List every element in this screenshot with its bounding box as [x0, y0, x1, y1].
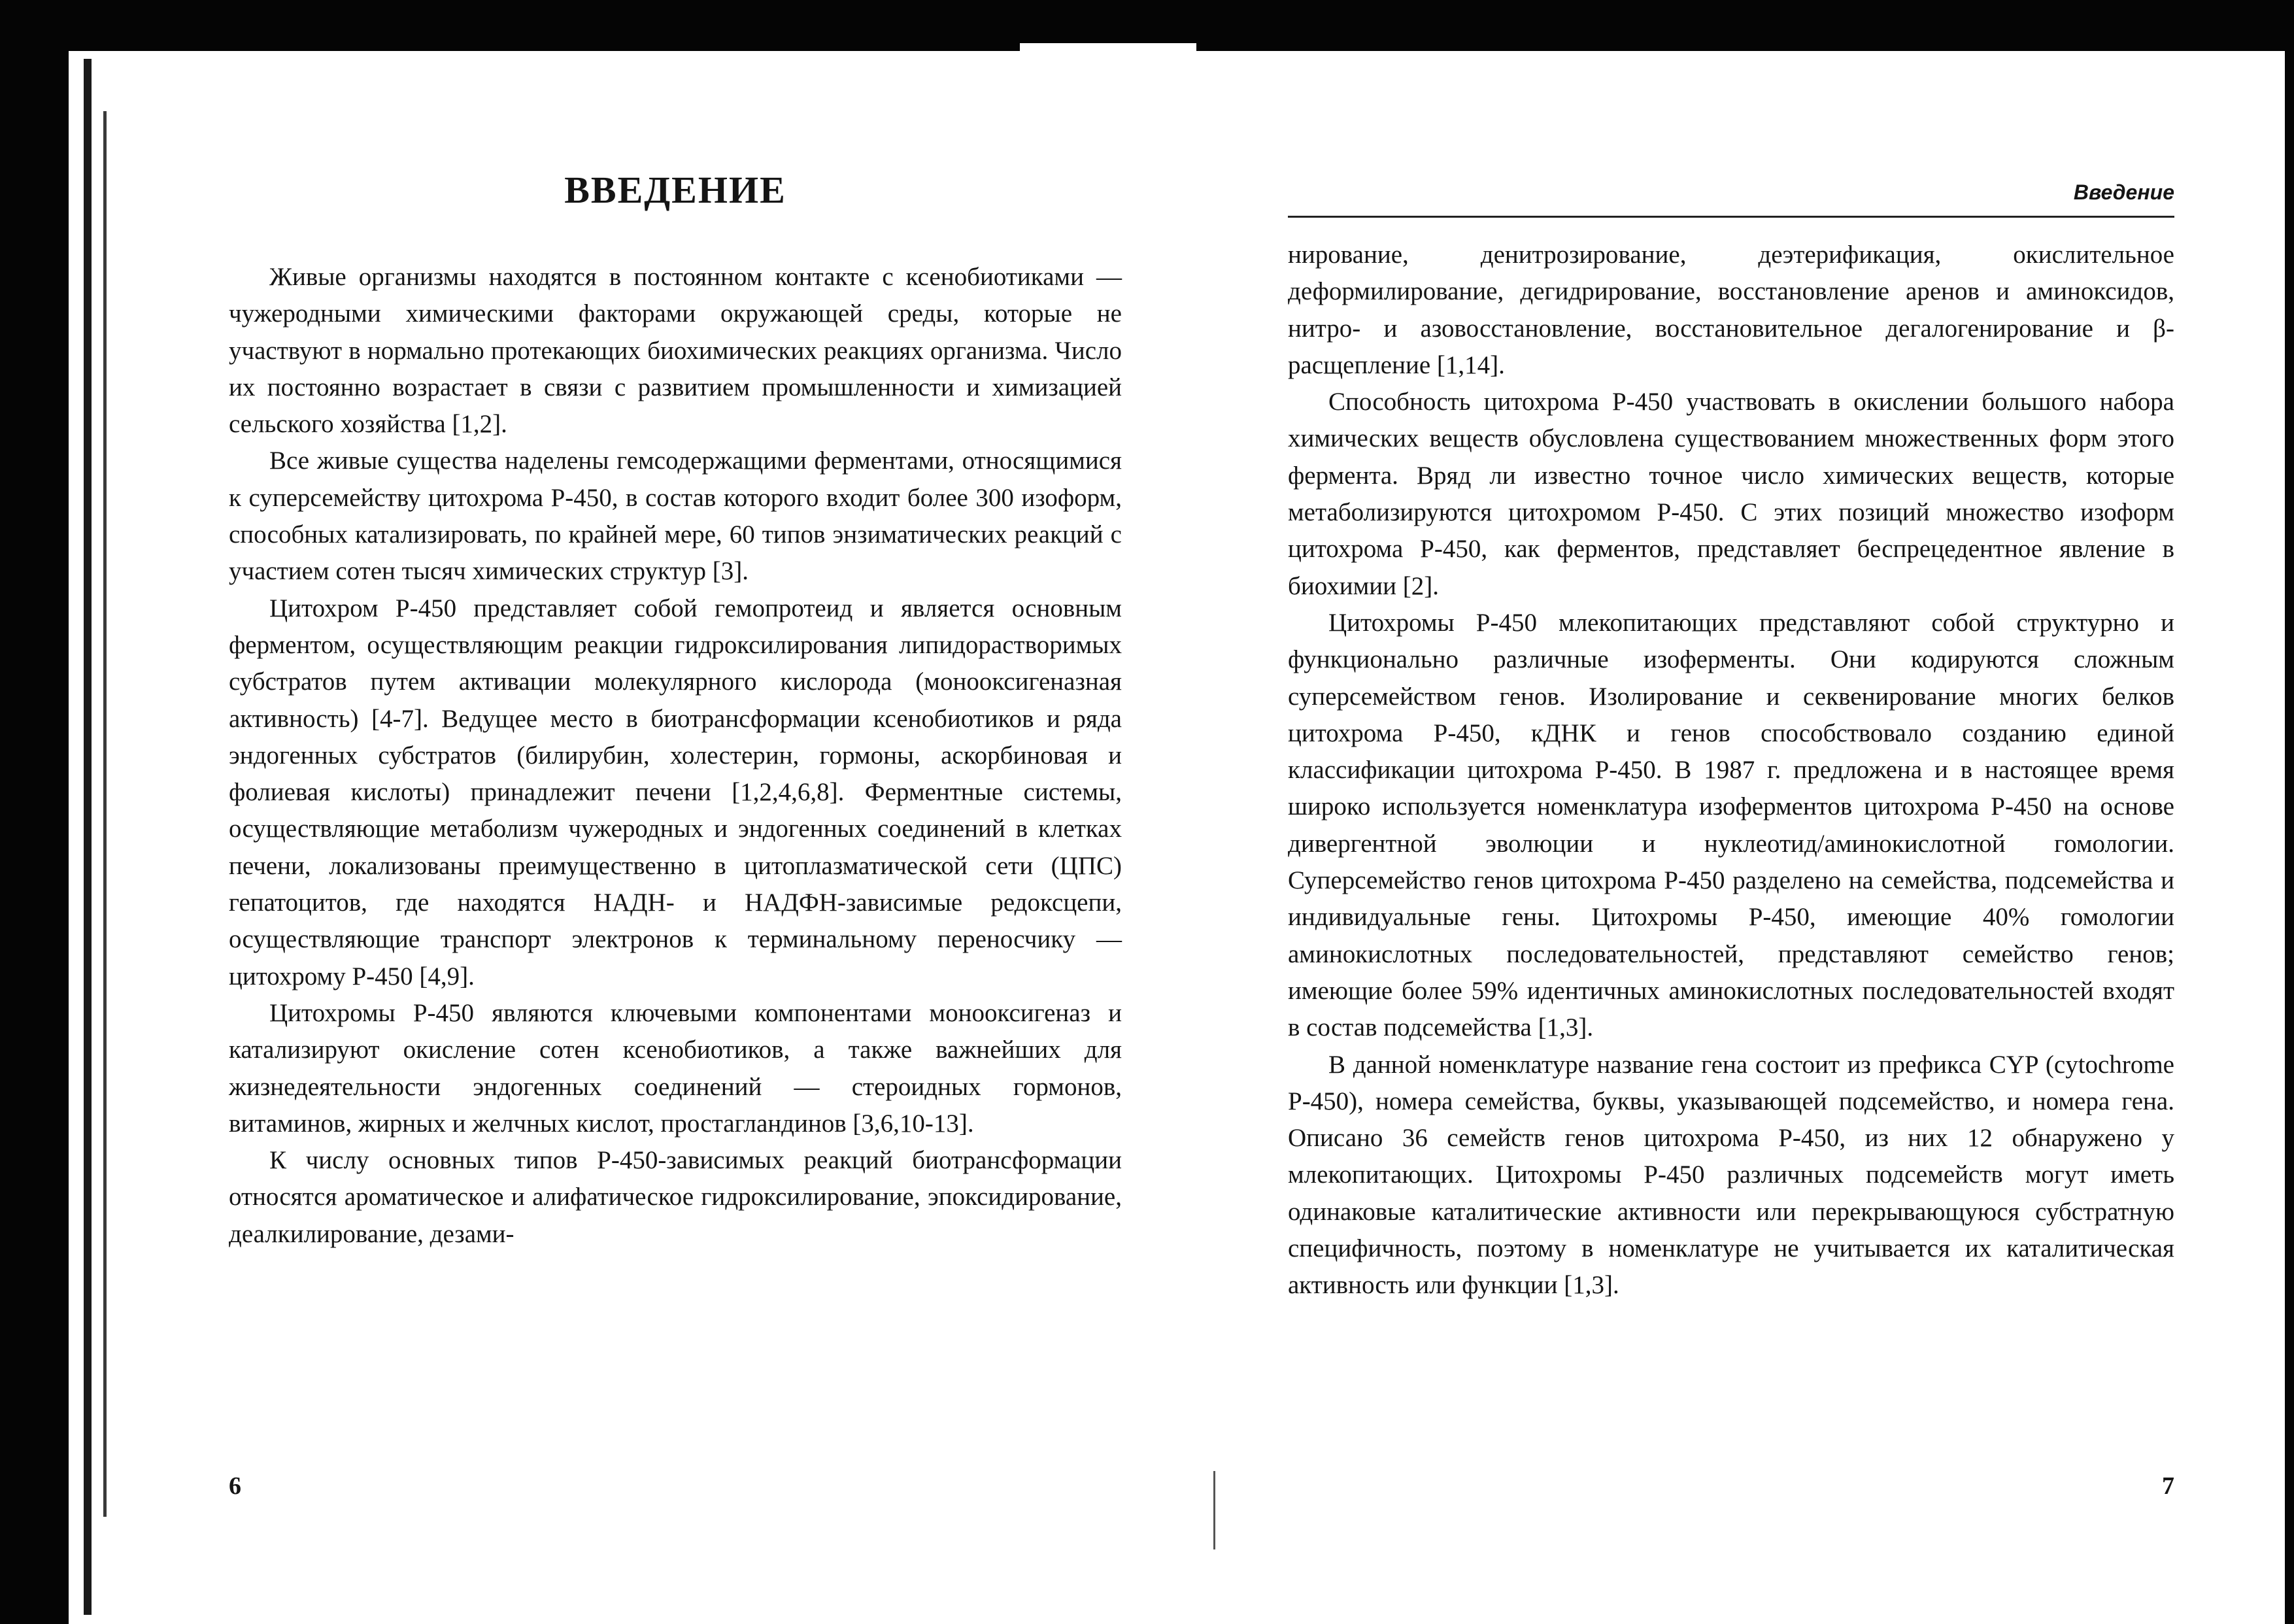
running-head: Введение — [2073, 180, 2174, 204]
paragraph: Живые организмы находятся в постоянном контакте с ксенобиотиками — чужеродными химическими факторами окружающей среды, которые не участвуют в нормально протекающих биохимических реакциях организма. Число их постоянно возрастает в связи с развитием промышленности и химизацией сельского хозяйства [1,2]. — [229, 263, 1122, 439]
running-head-rule — [1288, 216, 2174, 218]
scan-left-edge-line-thin — [103, 111, 107, 1517]
paragraph: Все живые существа наделены гемсодержащими ферментами, относящимися к суперсемейству цитохрома Р-450, в состав которого входит более 300 изоформ, способных катализировать, по крайней мере, 60 типов энзиматических реакций с участием сотен тысяч химических структур [3]. — [229, 447, 1122, 586]
scan-top-notch — [1020, 43, 1196, 63]
left-page-body — [229, 259, 1122, 1253]
right-page-body — [1288, 237, 2174, 1304]
paragraph: Способность цитохрома Р-450 участвовать в окислении большого набора химических веществ обусловлена существованием множественных форм этого фермента. Вряд ли известно точное число химических веществ, которые метаболизируются цитохромом Р-450. С этих позиций множество изоформ цитохрома Р-450, как ферментов, представляет беспрецедентное явление в биохимии [2]. — [1288, 388, 2174, 600]
page-number: 6 — [229, 1472, 241, 1500]
scan-left-edge-line — [84, 59, 92, 1615]
paragraph-continuation: нирование, денитрозирование, деэтерификация, окислительное деформилирование, дегидрирование, восстановление аренов и аминоксидов, нитро- и азовосстановление, восстановительное дегалогенирование и β-расщепление [1,14]. — [1288, 241, 2174, 379]
paragraph: В данной номенклатуре название гена состоит из префикса CYP (cytochrome P-450), номера семейства, буквы, указывающей подсемейство, и номера гена. Описано 36 семейств генов цитохрома Р-450, из них 12 обнаружено у млекопитающих. Цитохромы Р-450 различных подсемейств могут иметь одинаковые каталитические активности или перекрывающуюся субстратную специфичность, поэтому в номенклатуре не учитывается их каталитическая активность или функции [1,3]. — [1288, 1050, 2174, 1300]
scan-left-border — [0, 0, 69, 1624]
paragraph: К числу основных типов Р-450-зависимых реакций биотрансформации относятся ароматическое и алифатическое гидроксилирование, эпоксидирование, деалкилирование, дезами- — [229, 1146, 1122, 1248]
scan-right-border — [2285, 0, 2294, 1624]
paragraph: Цитохром Р-450 представляет собой гемопротеид и является основным ферментом, осуществляющим реакции гидроксилирования липидорастворимых субстратов путем активации молекулярного кислорода (монооксигеназная активность) [4-7]. Ведущее место в биотрансформации ксенобиотиков и ряда эндогенных субстратов (билирубин, холестерин, гормоны, аскорбиновая и фолиевая кислоты) принадлежит печени [1,2,4,6,8]. Ферментные системы, осуществляющие метаболизм чужеродных и эндогенных соединений в клетках печени, локализованы преимущественно в цитоплазматической сети (ЦПС) гепатоцитов, где находятся НАДН- и НАДФН-зависимые редоксцепи, осуществляющие транспорт электронов к терминальному переносчику — цитохрому Р-450 [4,9]. — [229, 594, 1122, 990]
page-number: 7 — [2162, 1472, 2174, 1500]
paragraph: Цитохромы Р-450 являются ключевыми компонентами монооксигеназ и катализируют окисление сотен ксенобиотиков, а также важнейших для жизнедеятельности эндогенных соединений — стероидных гормонов, витаминов, жирных и желчных кислот, простагландинов [3,6,10-13]. — [229, 998, 1122, 1138]
chapter-title: ВВЕДЕНИЕ — [564, 169, 786, 211]
paragraph: Цитохромы Р-450 млекопитающих представляют собой структурно и функционально различные изоферменты. Они кодируются сложным суперсемейством генов. Изолирование и секвенирование многих белков цитохрома Р-450, кДНК и генов способствовало созданию единой классификации цитохрома Р-450. В 1987 г. предложена и в настоящее время широко используется номенклатура изоферментов цитохрома Р-450 на основе дивергентной эволюции и нуклеотид/аминокислотной гомологии. Суперсемейство генов цитохрома Р-450 разделено на семейства, подсемейства и индивидуальные гены. Цитохромы Р-450, имеющие 40% гомологии аминокислотных последовательностей, представляют семейство генов; имеющие более 59% идентичных аминокислотных последовательностей входят в состав подсемейства [1,3]. — [1288, 608, 2174, 1042]
gutter-mark — [1213, 1471, 1215, 1549]
